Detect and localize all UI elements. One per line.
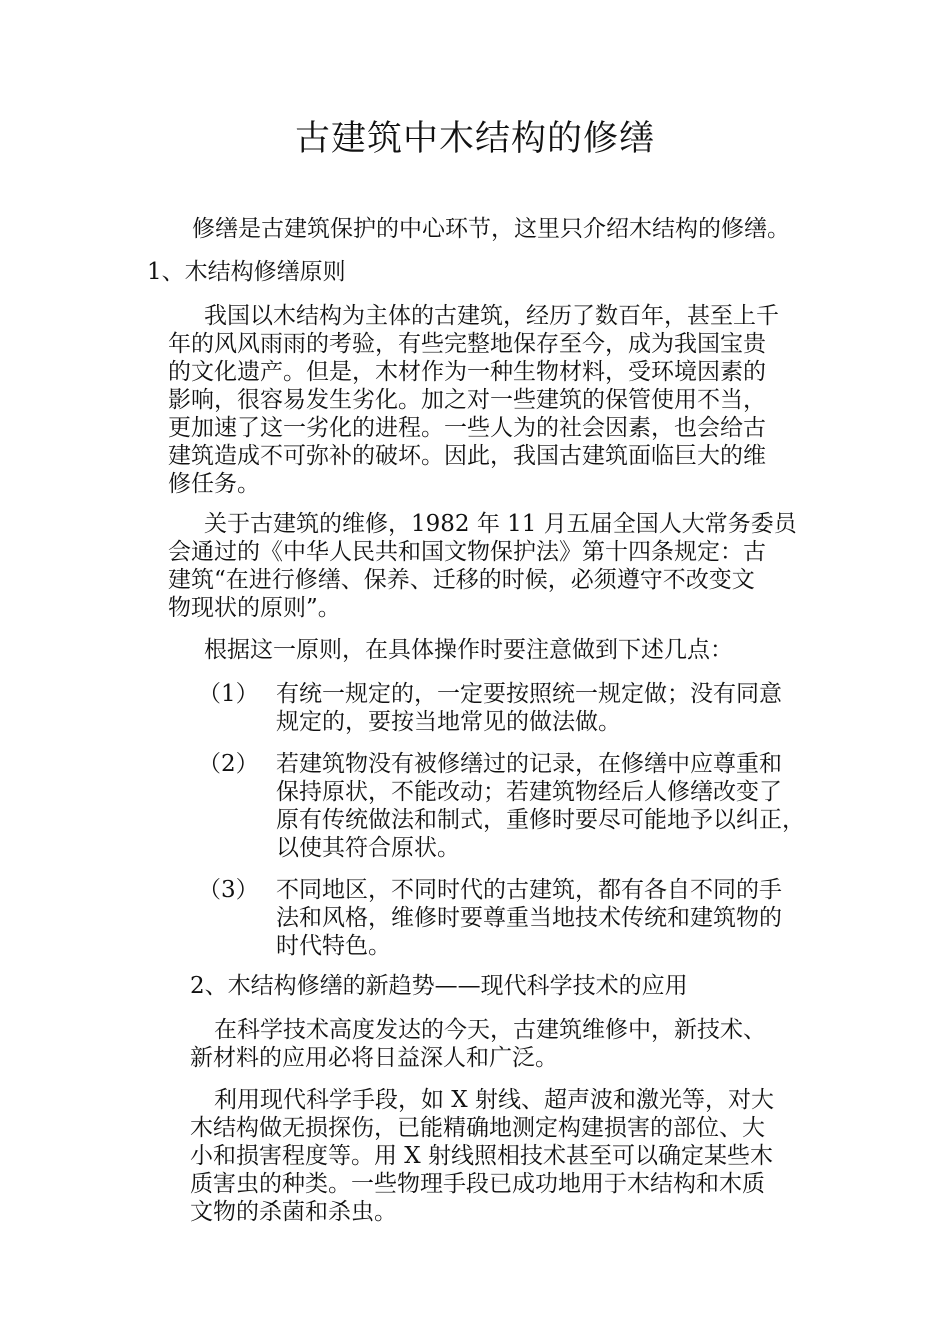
text-line: 保持原状，不能改动；若建筑物经后人修缮改变了 bbox=[276, 779, 782, 805]
text-line: 建筑“在进行修缮、保养、迁移的时候，必须遵守不改变文 bbox=[168, 567, 755, 593]
section1-paragraph-2 bbox=[168, 510, 797, 622]
text-line: 的文化遗产。但是，木材作为一种生物材料，受环境因素的 bbox=[168, 359, 766, 385]
text-line: 规定的，要按当地常见的做法做。 bbox=[276, 709, 621, 735]
list-item-number: （2） bbox=[198, 751, 259, 777]
text-line: 年的风风雨雨的考验，有些完整地保存至今，成为我国宝贵 bbox=[168, 331, 766, 357]
list-item-number: （1） bbox=[198, 681, 259, 707]
text-line: 文物的杀菌和杀虫。 bbox=[190, 1199, 397, 1225]
text-line: 物现状的原则”。 bbox=[168, 595, 341, 621]
section1-paragraph-3: 根据这一原则，在具体操作时要注意做到下述几点： bbox=[204, 637, 733, 663]
section1-paragraph-1 bbox=[168, 302, 779, 498]
text-line: 以使其符合原状。 bbox=[276, 835, 460, 861]
text-line: 质害虫的种类。一些物理手段已成功地用于木结构和木质 bbox=[190, 1171, 765, 1197]
document-title: 古建筑中木结构的修缮 bbox=[294, 119, 655, 159]
text-line: 木结构做无损探伤，已能精确地测定构建损害的部位、大 bbox=[190, 1115, 765, 1141]
text-line: 利用现代科学手段，如 X 射线、超声波和激光等，对大 bbox=[214, 1087, 774, 1113]
text-line: 有统一规定的，一定要按照统一规定做；没有同意 bbox=[276, 681, 782, 707]
text-line: 不同地区，不同时代的古建筑，都有各自不同的手 bbox=[276, 877, 782, 903]
section2-paragraph-1 bbox=[190, 1016, 766, 1072]
text-line: 原有传统做法和制式，重修时要尽可能地予以纠正， bbox=[276, 807, 805, 833]
text-line: 影响，很容易发生劣化。加之对一些建筑的保管使用不当， bbox=[168, 387, 766, 413]
section2-heading: 2、木结构修缮的新趋势——现代科学技术的应用 bbox=[190, 973, 688, 999]
text-line: 法和风格，维修时要尊重当地技术传统和建筑物的 bbox=[276, 905, 782, 931]
text-line: 新材料的应用必将日益深人和广泛。 bbox=[190, 1045, 558, 1071]
text-line: 我国以木结构为主体的古建筑，经历了数百年，甚至上千 bbox=[204, 303, 779, 329]
text-line: 修任务。 bbox=[168, 471, 260, 497]
text-line: 在科学技术高度发达的今天，古建筑维修中，新技术、 bbox=[214, 1017, 766, 1043]
section2-paragraph-2 bbox=[190, 1086, 774, 1226]
list-item-text bbox=[276, 680, 782, 736]
text-line: 若建筑物没有被修缮过的记录，在修缮中应尊重和 bbox=[276, 751, 782, 777]
text-line: 更加速了这一劣化的进程。一些人为的社会因素，也会给古 bbox=[168, 415, 766, 441]
text-line: 会通过的《中华人民共和国文物保护法》第十四条规定：古 bbox=[168, 539, 766, 565]
list-item-text bbox=[276, 876, 782, 960]
section1-heading: 1、木结构修缮原则 bbox=[147, 259, 346, 285]
text-line: 小和损害程度等。用 X 射线照相技术甚至可以确定某些木 bbox=[190, 1143, 773, 1169]
list-item-text bbox=[276, 750, 805, 862]
text-line: 建筑造成不可弥补的破坏。因此，我国古建筑面临巨大的维 bbox=[168, 443, 766, 469]
intro-paragraph: 修缮是古建筑保护的中心环节，这里只介绍木结构的修缮。 bbox=[192, 216, 790, 242]
text-line: 时代特色。 bbox=[276, 933, 391, 959]
text-line: 关于古建筑的维修，1982 年 11 月五届全国人大常务委员 bbox=[204, 511, 797, 537]
list-item-number: （3） bbox=[198, 877, 259, 903]
